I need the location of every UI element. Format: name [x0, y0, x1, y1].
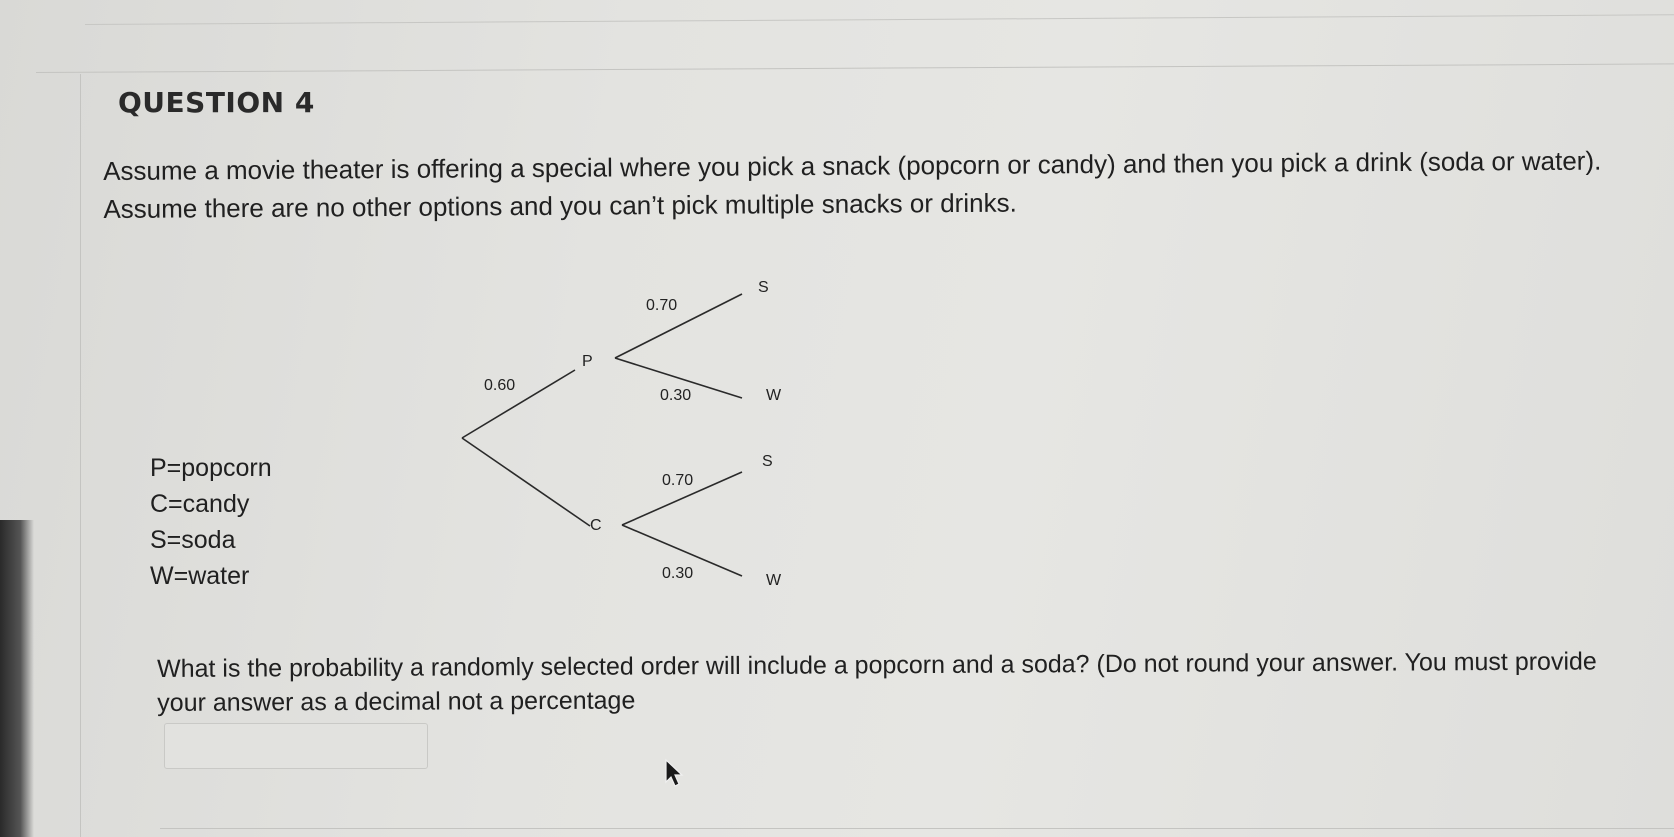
bottom-divider	[160, 828, 1674, 829]
top-divider	[85, 14, 1674, 25]
question-intro: Assume a movie theater is offering a special where you pick a snack (popcorn or candy) and then you pick a drink (soda or water). Assume there are no other options and you can’t pick multiple snacks or drinks.	[103, 145, 1602, 224]
prob-popcorn-water: 0.30	[660, 387, 692, 404]
branch-root-popcorn	[462, 370, 575, 438]
screen-bezel-edge	[0, 520, 34, 837]
branch-root-candy	[462, 438, 590, 526]
branch-popcorn-soda	[615, 294, 742, 358]
answer-input[interactable]	[164, 723, 428, 769]
prob-popcorn-soda: 0.70	[646, 297, 678, 314]
leaf-candy-soda: S	[762, 453, 773, 470]
mouse-pointer-icon	[664, 758, 688, 790]
legend-item-popcorn: P=popcorn	[150, 454, 272, 482]
legend-item-water: W=water	[150, 562, 250, 590]
node-popcorn: P	[582, 353, 593, 370]
question-divider	[36, 63, 1674, 73]
legend-item-soda: S=soda	[150, 526, 236, 554]
legend	[150, 450, 272, 594]
probability-tree-diagram	[440, 270, 800, 600]
legend-item-candy: C=candy	[150, 490, 250, 518]
question-title: QUESTION 4	[118, 86, 315, 119]
prob-candy-soda: 0.70	[662, 472, 694, 489]
leaf-popcorn-soda: S	[758, 279, 769, 296]
leaf-popcorn-water: W	[766, 387, 782, 404]
prob-popcorn: 0.60	[484, 377, 516, 394]
question-prompt: What is the probability a randomly selected order will include a popcorn and a soda? (Do not round your answer. You must provide your answer as a decimal not a percentage	[157, 647, 1597, 717]
leaf-candy-water: W	[766, 572, 782, 589]
node-candy: C	[590, 517, 602, 534]
prob-candy-water: 0.30	[662, 565, 694, 582]
left-divider	[80, 74, 81, 837]
